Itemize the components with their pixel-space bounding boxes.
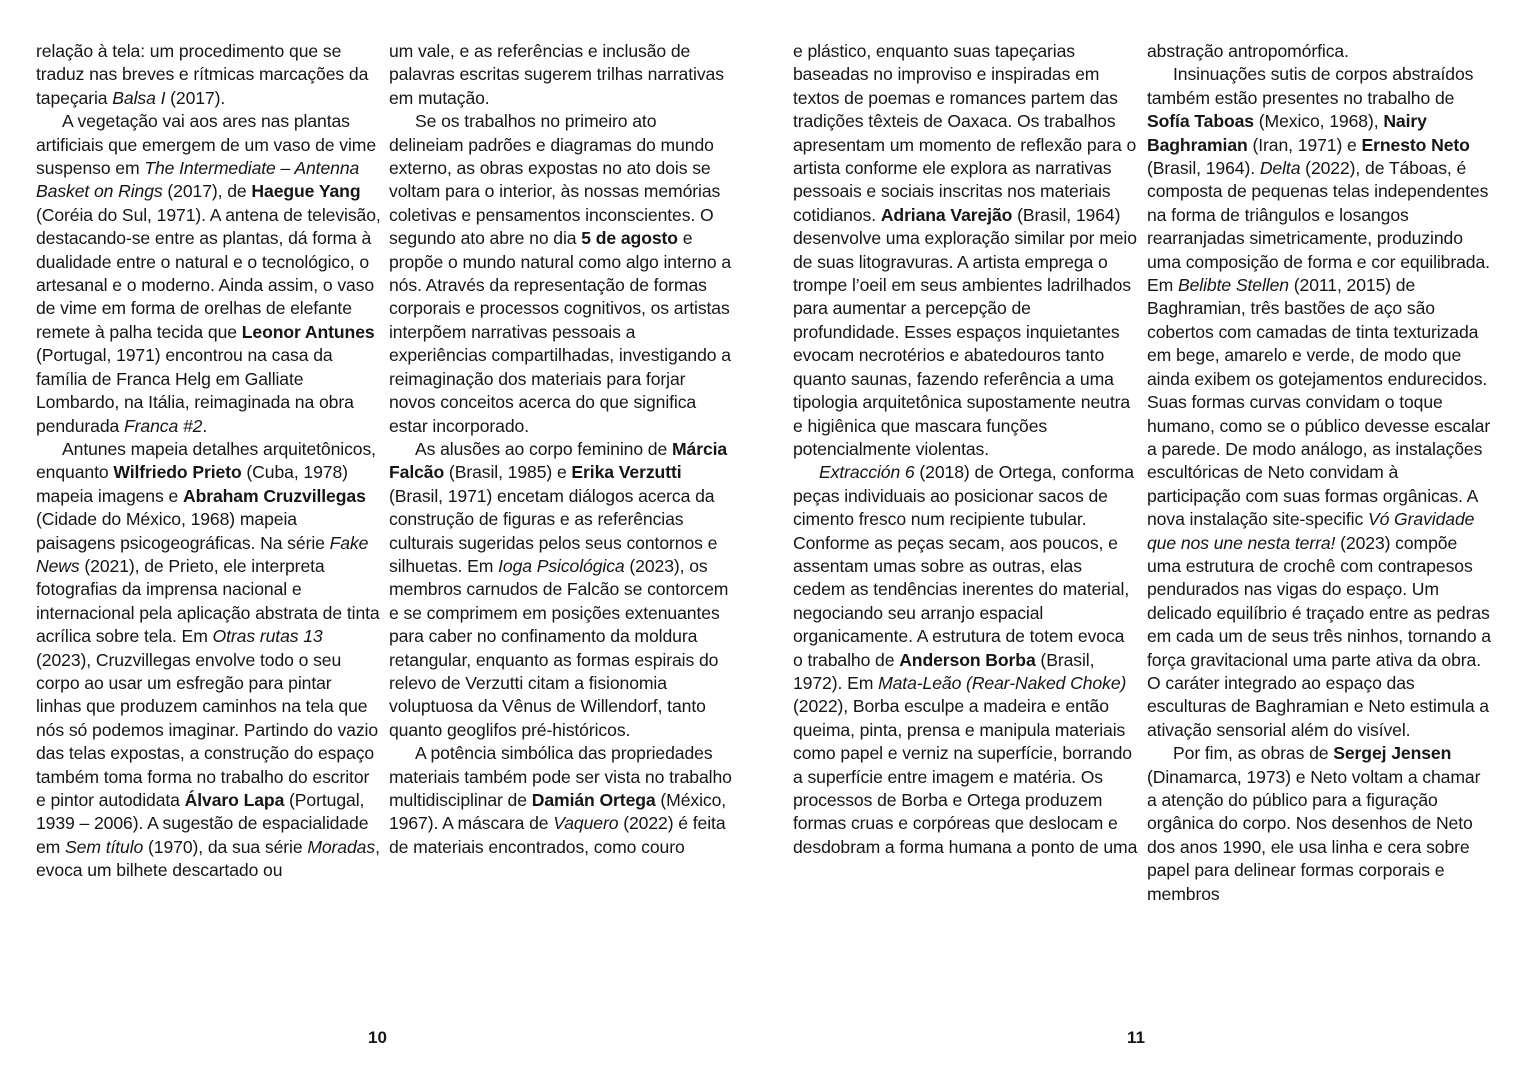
text: (2022), Borba esculpe a madeira e então queima, pinta, prensa e manipula materiais como papel e verniz na superfície, borrando a superfície entre imagem e matéria. Os processos de Borba e Ortega produzem formas cruas e corpóreas que deslocam e desdobram a forma humana a ponto de uma [793, 696, 1138, 857]
artwork-title: Balsa I [112, 87, 166, 108]
text: e propõe o mundo natural como algo interno a nós. Através da representação de formas corporais e processos cognitivos, os artistas interpõem narrativas pessoais a experiências compartilhadas, investigando a reimaginação dos materiais para forjar novos conceitos acerca do que significa estar incorporado. [389, 228, 732, 436]
paragraph [36, 438, 381, 883]
text: (Portugal, 1939 – 2006). A sugestão de espacialidade em [36, 790, 369, 857]
text: (2021), de Prieto, ele interpreta fotografias da imprensa nacional e internacional pela aplicação abstrata de tinta acrílica sobre tela. Em [36, 555, 380, 647]
text: (2023), os membros carnudos de Falcão se contorcem e se comprimem em posições extenuantes para caber no confinamento da moldura retangular, enquanto as formas espirais do relevo de Verzutti citam a fisionomia voluptuosa da Vênus de Willendorf, tanto quanto geoglifos pré-históricos. [389, 555, 729, 740]
text: A vegetação vai aos ares nas plantas artificiais que emergem de um vaso de vime suspenso em [36, 111, 377, 179]
artwork-title: Ioga Psicológica [498, 555, 625, 576]
artwork-title: Belibte Stellen [1177, 275, 1289, 296]
artist-name: Nairy Baghramian [1147, 111, 1427, 155]
page-11-column-2 [1147, 40, 1492, 906]
date-highlight: 5 de agosto [581, 228, 678, 249]
text: (2022), de Táboas, é composta de pequenas telas independentes na forma de triângulos e losangos rearranjadas simetricamente, produzindo uma composição de forma e cor equilibrada. Em [1147, 158, 1490, 296]
text: , evoca um bilhete descartado ou [36, 836, 380, 881]
text: As alusões ao corpo feminino de [415, 438, 672, 459]
artist-name: Sergej Jensen [1333, 743, 1452, 764]
artist-name: Adriana Varejão [880, 204, 1013, 225]
text: (Cidade do México, 1968) mapeia paisagens psicogeográficas. Na série [36, 509, 330, 553]
paragraph [1147, 40, 1492, 63]
artwork-title: Vó Gravidade que nos une nesta terra! [1147, 509, 1475, 553]
artwork-title: Sem título [65, 836, 144, 857]
text: (2011, 2015) de Baghramian, três bastões de aço são cobertos com camadas de tinta texturizada em bege, amarelo e verde, de modo que ainda exibem os gotejamentos endurecidos. Suas formas curvas convidam o toque humano, como se o público devesse escalar a parede. De modo análogo, as instalações escultóricas de Neto convidam à participação com suas formas orgânicas. A nova instalação site-specific [1147, 275, 1491, 530]
text: (2017), de [162, 181, 252, 202]
text: (Portugal, 1971) encontrou na casa da família de Franca Helg em Galliate Lombardo, na Itália, reimaginada na obra pendurada [36, 345, 354, 436]
artwork-title: Extracción 6 [819, 462, 915, 483]
text: abstração antropomórfica. [1147, 41, 1349, 61]
artist-name: Anderson Borba [899, 649, 1036, 670]
artist-name: Sofía Taboas [1147, 111, 1254, 132]
text: Insinuações sutis de corpos abstraídos também estão presentes no trabalho de [1147, 64, 1474, 108]
text: (2022) é feita de materiais encontrados, como couro [389, 813, 726, 857]
text: (1970), da sua série [143, 836, 308, 857]
artist-name: Álvaro Lapa [184, 790, 285, 810]
text: Antunes mapeia detalhes arquitetônicos, enquanto [36, 438, 376, 483]
text: (Coréia do Sul, 1971). A antena de televisão, destacando-se entre as plantas, dá forma à dualidade entre o natural e o tecnológico, o artesanal e o moderno. Ainda assim, o vaso de vime em forma de orelhas de elefante remete à palha tecida que [36, 204, 381, 342]
paragraph [1147, 742, 1492, 906]
artwork-title: Vaquero [553, 813, 619, 834]
text: . [202, 415, 208, 436]
text: e plástico, enquanto suas tapeçarias baseadas no improviso e inspiradas em textos de poemas e romances partem das tradições têxteis de Oaxaca. Os trabalhos apresentam um momento de reflexão para o artista conforme ele explora as narrativas pessoais e sociais inscritas nos materiais cotidianos. [793, 41, 1137, 225]
paragraph [36, 40, 381, 110]
paragraph [793, 40, 1138, 461]
text: (2023) compõe uma estrutura de crochê com contrapesos pendurados nas vigas do espaço. Um delicado equilíbrio é traçado entre as pedras em cada um de seus três ninhos, tornando a força gravitacional uma parte ativa da obra. O caráter integrado ao espaço das esculturas de Baghramian e Neto estimula a ativação sensorial além do visível. [1147, 532, 1491, 740]
artist-name: Leonor Antunes [241, 321, 375, 342]
paragraph [1147, 63, 1492, 742]
text: (2018) de Ortega, conforma peças individuais ao posicionar sacos de cimento fresco num recipiente tubular. Conforme as peças secam, aos poucos, e assentam umas sobre as outras, elas cedem as tendências inerentes do material, negociando seu arranjo espacial organicamente. A estrutura de totem evoca o trabalho de [793, 462, 1134, 670]
artwork-title: The Intermediate – Antenna Basket on Rings [36, 158, 360, 202]
paragraph [793, 461, 1138, 859]
text: (Brasil, 1971) encetam diálogos acerca da construção de figuras e as referências culturais sugeridas pelos seus contornos e silhuetas. Em [389, 485, 718, 576]
text: (Brasil, 1985) e [444, 462, 572, 483]
artist-name: Erika Verzutti [571, 462, 682, 483]
text: (Cuba, 1978) mapeia imagens e [36, 462, 348, 506]
page-10-column-2 [389, 40, 734, 859]
text: relação à tela: um procedimento que se traduz nas breves e rítmicas marcações da tapeçaria [36, 41, 369, 108]
text: Se os trabalhos no primeiro ato delineiam padrões e diagramas do mundo externo, as obras expostas no ato dois se voltam para o interior, às nossas memórias coletivas e pensamentos inconscientes. O segundo ato abre no dia [389, 111, 721, 249]
text: (Iran, 1971) e [1247, 134, 1362, 155]
paragraph [36, 110, 381, 438]
text: (Brasil, 1972). Em [793, 649, 1095, 693]
artwork-title: Otras rutas 13 [212, 626, 323, 647]
artist-name: Damián Ortega [531, 790, 656, 810]
artwork-title: Franca #2 [124, 415, 203, 436]
artist-name: Ernesto Neto [1361, 134, 1470, 155]
paragraph [389, 110, 734, 438]
text: (Mexico, 1968), [1254, 111, 1384, 132]
text: (2023), Cruzvillegas envolve todo o seu corpo ao usar um esfregão para pintar linhas que produzem caminhos na tela que nós só podemos imaginar. Partindo do vazio das telas expostas, a construção do espaço também toma forma no trabalho do escritor e pintor autodidata [36, 649, 379, 810]
artist-name: Abraham Cruzvillegas [182, 485, 366, 506]
artist-name: Wilfriedo Prieto [113, 462, 242, 483]
artist-name: Haegue Yang [251, 181, 361, 202]
artist-name: Márcia Falcão [389, 438, 728, 483]
artwork-title: Mata-Leão (Rear-Naked Choke) [878, 672, 1127, 693]
page-number-left: 10 [368, 1028, 387, 1047]
paragraph [389, 40, 734, 110]
text: Por fim, as obras de [1173, 743, 1334, 764]
page-11-column-1 [793, 40, 1138, 859]
series-title: Moradas [307, 836, 376, 857]
text: (2017). [165, 87, 226, 108]
artwork-title: Fake News [36, 532, 369, 576]
text: (Brasil, 1964). [1147, 158, 1260, 179]
text: (México, 1967). A máscara de [389, 790, 727, 834]
page-10-column-1 [36, 40, 381, 883]
text: A potência simbólica das propriedades materiais também pode ser vista no trabalho multidisciplinar de [389, 743, 732, 810]
artwork-title: Delta [1259, 158, 1301, 179]
text: (Brasil, 1964) desenvolve uma exploração similar por meio de suas litogravuras. A artista emprega o trompe l’oeil em seus ambientes ladrilhados para aumentar a percepção de profundidade. Esses espaços inquietantes evocam necrotérios e abatedouros tanto quanto saunas, fazendo referência a uma tipologia arquitetônica supostamente neutra e higiênica que mascara funções potencialmente violentas. [793, 204, 1137, 459]
paragraph [389, 742, 734, 859]
page-number-right: 11 [1127, 1028, 1145, 1047]
paragraph [389, 438, 734, 742]
text: (Dinamarca, 1973) e Neto voltam a chamar a atenção do público para a figuração orgânica do corpo. Nos desenhos de Neto dos anos 1990, ele usa linha e cera sobre papel para delinear formas corporais e membros [1147, 766, 1481, 904]
text: um vale, e as referências e inclusão de palavras escritas sugerem trilhas narrativas em mutação. [389, 41, 724, 108]
